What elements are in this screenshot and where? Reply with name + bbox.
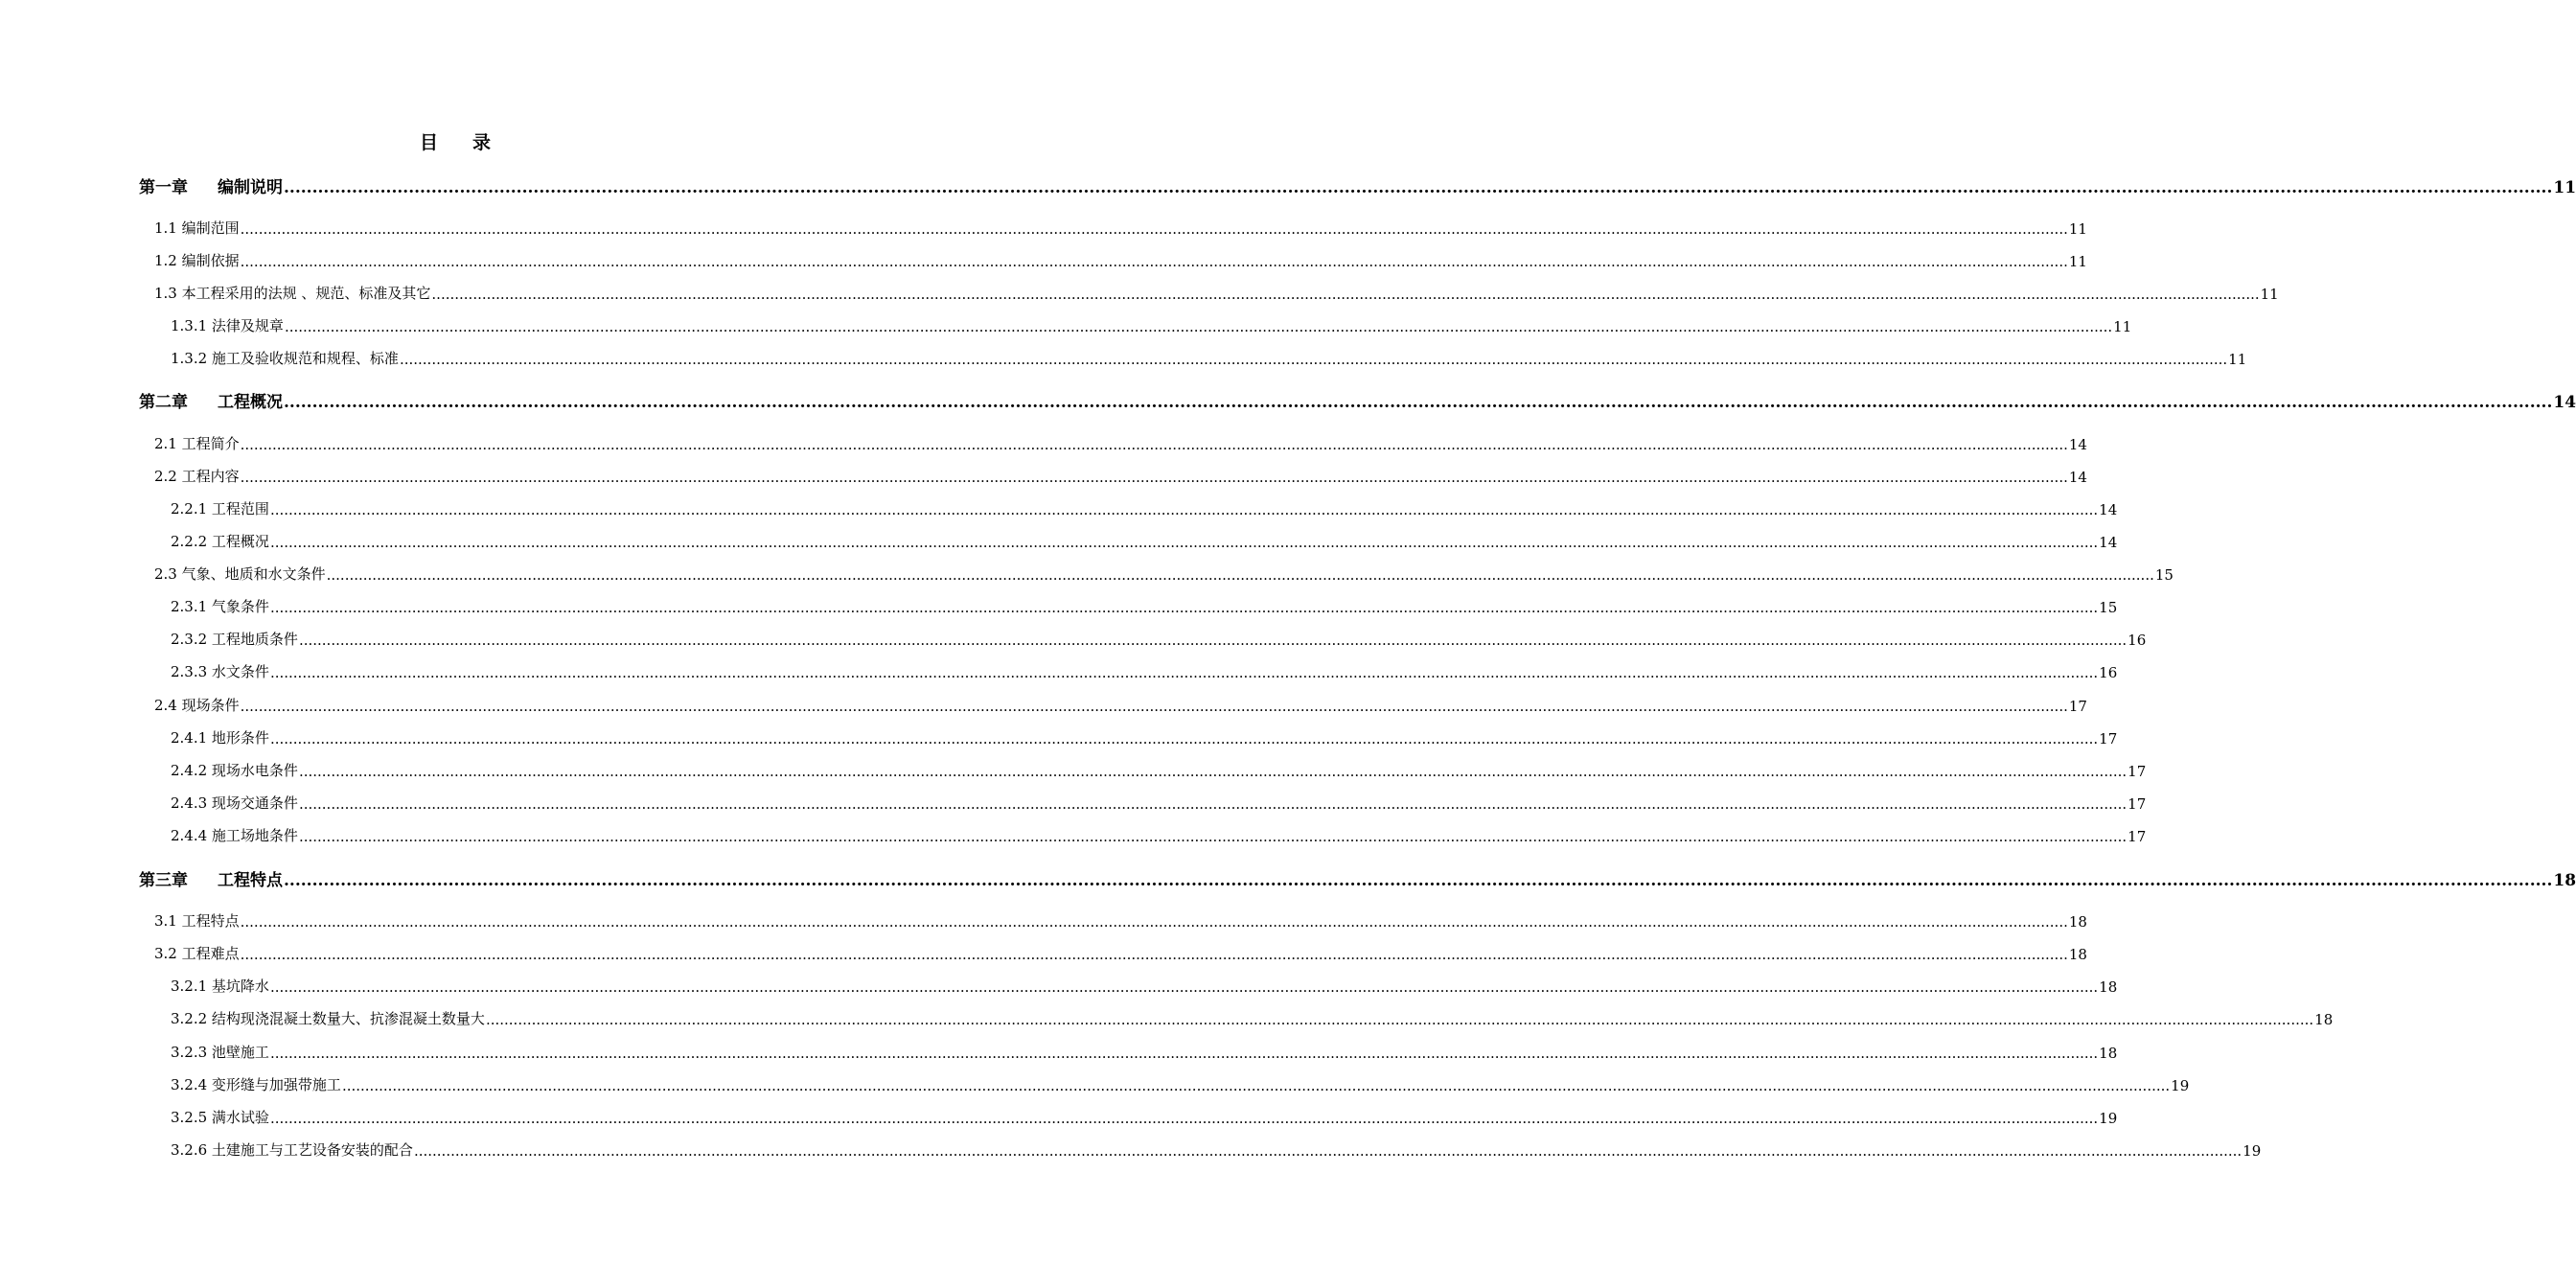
toc-entry-label: 2.3 气象、地质和水文条件 (154, 565, 326, 583)
toc-entry-label: 3.2.6 土建施工与工艺设备安装的配合 (171, 1141, 413, 1159)
toc-leader-dots: ................................................................................................................................................................................................................................................................................................................................................................................................................ (413, 1142, 2242, 1160)
toc-leader-dots: ................................................................................................................................................................................................................................................................................................................................................................................................................ (269, 978, 2099, 996)
toc-entry-label: 3.1 工程特点 (154, 912, 240, 930)
toc-chapter-title: 工程特点 (218, 871, 283, 890)
toc-entry[interactable] (171, 531, 2118, 551)
toc-leader-dots: ................................................................................................................................................................................................................................................................................................................................................................................................................ (298, 795, 2128, 813)
toc-page-number: 14 (2553, 393, 2576, 412)
toc-entry-label: 2.4.1 地形条件 (171, 729, 269, 747)
toc-chapter-title: 工程概况 (218, 393, 283, 412)
toc-leader-dots: ................................................................................................................................................................................................................................................................................................................................................................................................................ (240, 253, 2068, 270)
toc-title (0, 128, 910, 154)
toc-entry-label: 3.2.3 池壁施工 (171, 1044, 269, 1061)
toc-page-number: 19 (2099, 1110, 2118, 1127)
toc-entry-label: 2.4.2 现场水电条件 (171, 762, 298, 779)
toc-entry[interactable] (154, 218, 2087, 238)
toc-entry[interactable] (154, 250, 2087, 270)
toc-leader-dots: ................................................................................................................................................................................................................................................................................................................................................................................................................ (269, 534, 2099, 551)
toc-page-number: 17 (2068, 698, 2087, 715)
toc-chapter-entry[interactable] (139, 388, 2576, 412)
toc-entry-label: 2.2.1 工程范围 (171, 500, 269, 518)
toc-page-number: 18 (2068, 946, 2087, 963)
toc-leader-dots: ................................................................................................................................................................................................................................................................................................................................................................................................................ (298, 828, 2128, 845)
toc-entry-label (139, 388, 283, 412)
toc-page-number: 11 (2228, 351, 2247, 368)
toc-page-number: 15 (2154, 566, 2174, 584)
toc-entry-label: 2.2.2 工程概况 (171, 533, 269, 550)
toc-entry-label: 3.2.5 满水试验 (171, 1109, 269, 1126)
toc-entry[interactable] (154, 466, 2087, 486)
toc-chapter-entry[interactable] (139, 173, 2576, 197)
toc-leader-dots: ................................................................................................................................................................................................................................................................................................................................................................................................................ (399, 351, 2228, 368)
toc-entry-label: 1.1 编制范围 (154, 219, 240, 237)
toc-entry[interactable] (171, 498, 2118, 518)
toc-leader-dots: ................................................................................................................................................................................................................................................................................................................................................................................................................ (284, 871, 2553, 890)
toc-entry-label: 2.3.3 水文条件 (171, 663, 269, 680)
toc-page-number: 11 (2553, 178, 2576, 197)
toc-entry-label: 2.4.3 现场交通条件 (171, 794, 298, 812)
toc-page-number: 18 (2099, 1045, 2118, 1062)
toc-entry[interactable] (154, 943, 2087, 963)
toc-chapter-number: 第三章 (139, 871, 188, 890)
toc-entry-label: 2.3.2 工程地质条件 (171, 631, 298, 648)
toc-leader-dots: ................................................................................................................................................................................................................................................................................................................................................................................................................ (240, 469, 2068, 486)
toc-chapter-entry[interactable] (139, 866, 2576, 890)
toc-entry-label: 3.2 工程难点 (154, 945, 240, 962)
toc-page-number: 16 (2099, 664, 2118, 681)
toc-page-number: 14 (2068, 436, 2087, 453)
toc-title-left: 目 (419, 132, 438, 153)
toc-page-number: 17 (2128, 795, 2147, 813)
toc-leader-dots: ................................................................................................................................................................................................................................................................................................................................................................................................................ (485, 1011, 2314, 1028)
toc-leader-dots: ................................................................................................................................................................................................................................................................................................................................................................................................................ (269, 1045, 2099, 1062)
toc-entry[interactable] (154, 283, 2279, 303)
toc-chapter-number: 第二章 (139, 393, 188, 412)
toc-entry-label: 2.1 工程简介 (154, 435, 240, 452)
toc-page-number: 15 (2099, 599, 2118, 616)
toc-entry[interactable] (171, 629, 2147, 649)
toc-entry-label: 1.2 编制依据 (154, 252, 240, 269)
toc-page-number: 19 (2242, 1142, 2262, 1160)
toc-entry-label: 2.4.4 施工场地条件 (171, 827, 298, 844)
toc-leader-dots: ................................................................................................................................................................................................................................................................................................................................................................................................................ (269, 730, 2099, 748)
toc-leader-dots: ................................................................................................................................................................................................................................................................................................................................................................................................................ (284, 178, 2553, 197)
toc-page-number: 17 (2128, 763, 2147, 780)
toc-chapter-title: 编制说明 (218, 178, 283, 197)
toc-leader-dots: ................................................................................................................................................................................................................................................................................................................................................................................................................ (269, 1110, 2099, 1127)
toc-page-number: 14 (2099, 534, 2118, 551)
toc-page-number: 16 (2128, 632, 2147, 649)
toc-page-number: 11 (2068, 220, 2087, 238)
toc-leader-dots: ................................................................................................................................................................................................................................................................................................................................................................................................................ (240, 946, 2068, 963)
toc-entry-label: 2.3.1 气象条件 (171, 598, 269, 615)
toc-entry[interactable] (171, 1008, 2334, 1028)
toc-leader-dots: ................................................................................................................................................................................................................................................................................................................................................................................................................ (240, 436, 2068, 453)
toc-entry[interactable] (171, 760, 2147, 780)
toc-entry[interactable] (171, 793, 2147, 813)
toc-entry[interactable] (154, 695, 2087, 715)
toc-entry[interactable] (171, 315, 2132, 335)
toc-page-number: 17 (2128, 828, 2147, 845)
toc-entry-label: 3.2.2 结构现浇混凝土数量大、抗渗混凝土数量大 (171, 1010, 485, 1027)
toc-leader-dots: ................................................................................................................................................................................................................................................................................................................................................................................................................ (431, 286, 2260, 303)
toc-leader-dots: ................................................................................................................................................................................................................................................................................................................................................................................................................ (298, 632, 2128, 649)
toc-chapter-number: 第一章 (139, 178, 188, 197)
toc-entry-label (139, 173, 283, 197)
toc-entry-label: 3.2.4 变形缝与加强带施工 (171, 1076, 341, 1093)
toc-entry[interactable] (154, 564, 2174, 584)
toc-page-number: 18 (2068, 913, 2087, 931)
toc-entry[interactable] (171, 596, 2118, 616)
toc-entry[interactable] (171, 1042, 2118, 1062)
toc-entry-label: 1.3.2 施工及验收规范和规程、标准 (171, 350, 399, 367)
toc-entry[interactable] (171, 1139, 2262, 1160)
toc-leader-dots: ................................................................................................................................................................................................................................................................................................................................................................................................................ (269, 664, 2099, 681)
toc-entry[interactable] (171, 348, 2247, 368)
toc-entry-label: 2.2 工程内容 (154, 468, 240, 485)
toc-leader-dots: ................................................................................................................................................................................................................................................................................................................................................................................................................ (284, 393, 2553, 412)
toc-entry[interactable] (171, 1074, 2190, 1094)
toc-page-number: 14 (2099, 501, 2118, 518)
toc-leader-dots: ................................................................................................................................................................................................................................................................................................................................................................................................................ (269, 599, 2099, 616)
toc-entry-label: 1.3 本工程采用的法规 、规范、标准及其它 (154, 285, 431, 302)
toc-page-number: 18 (2099, 978, 2118, 996)
toc-page-number: 11 (2113, 318, 2132, 335)
toc-entry-label (139, 866, 283, 890)
toc-leader-dots: ................................................................................................................................................................................................................................................................................................................................................................................................................ (240, 220, 2068, 238)
toc-page-number: 18 (2553, 871, 2576, 890)
toc-entry-label: 3.2.1 基坑降水 (171, 978, 269, 995)
toc-entry-label: 2.4 现场条件 (154, 697, 240, 714)
toc-page-number: 14 (2068, 469, 2087, 486)
toc-leader-dots: ................................................................................................................................................................................................................................................................................................................................................................................................................ (269, 501, 2099, 518)
toc-leader-dots: ................................................................................................................................................................................................................................................................................................................................................................................................................ (284, 318, 2113, 335)
toc-entry[interactable] (171, 976, 2118, 996)
toc-page-number: 17 (2099, 730, 2118, 748)
toc-entry[interactable] (154, 910, 2087, 931)
toc-leader-dots: ................................................................................................................................................................................................................................................................................................................................................................................................................ (240, 913, 2068, 931)
toc-leader-dots: ................................................................................................................................................................................................................................................................................................................................................................................................................ (298, 763, 2128, 780)
toc-entry[interactable] (171, 825, 2147, 845)
toc-entry[interactable] (171, 1107, 2118, 1127)
toc-page-number: 11 (2260, 286, 2279, 303)
toc-leader-dots: ................................................................................................................................................................................................................................................................................................................................................................................................................ (341, 1077, 2171, 1094)
toc-leader-dots: ................................................................................................................................................................................................................................................................................................................................................................................................................ (326, 566, 2154, 584)
toc-page-number: 19 (2171, 1077, 2190, 1094)
toc-title-right: 录 (472, 132, 492, 153)
toc-page-number: 11 (2068, 253, 2087, 270)
toc-entry[interactable] (171, 727, 2118, 748)
toc-page-number: 18 (2314, 1011, 2334, 1028)
toc-entry[interactable] (171, 661, 2118, 681)
toc-entry[interactable] (154, 433, 2087, 453)
toc-entry-label: 1.3.1 法律及规章 (171, 317, 284, 334)
toc-leader-dots: ................................................................................................................................................................................................................................................................................................................................................................................................................ (240, 698, 2068, 715)
